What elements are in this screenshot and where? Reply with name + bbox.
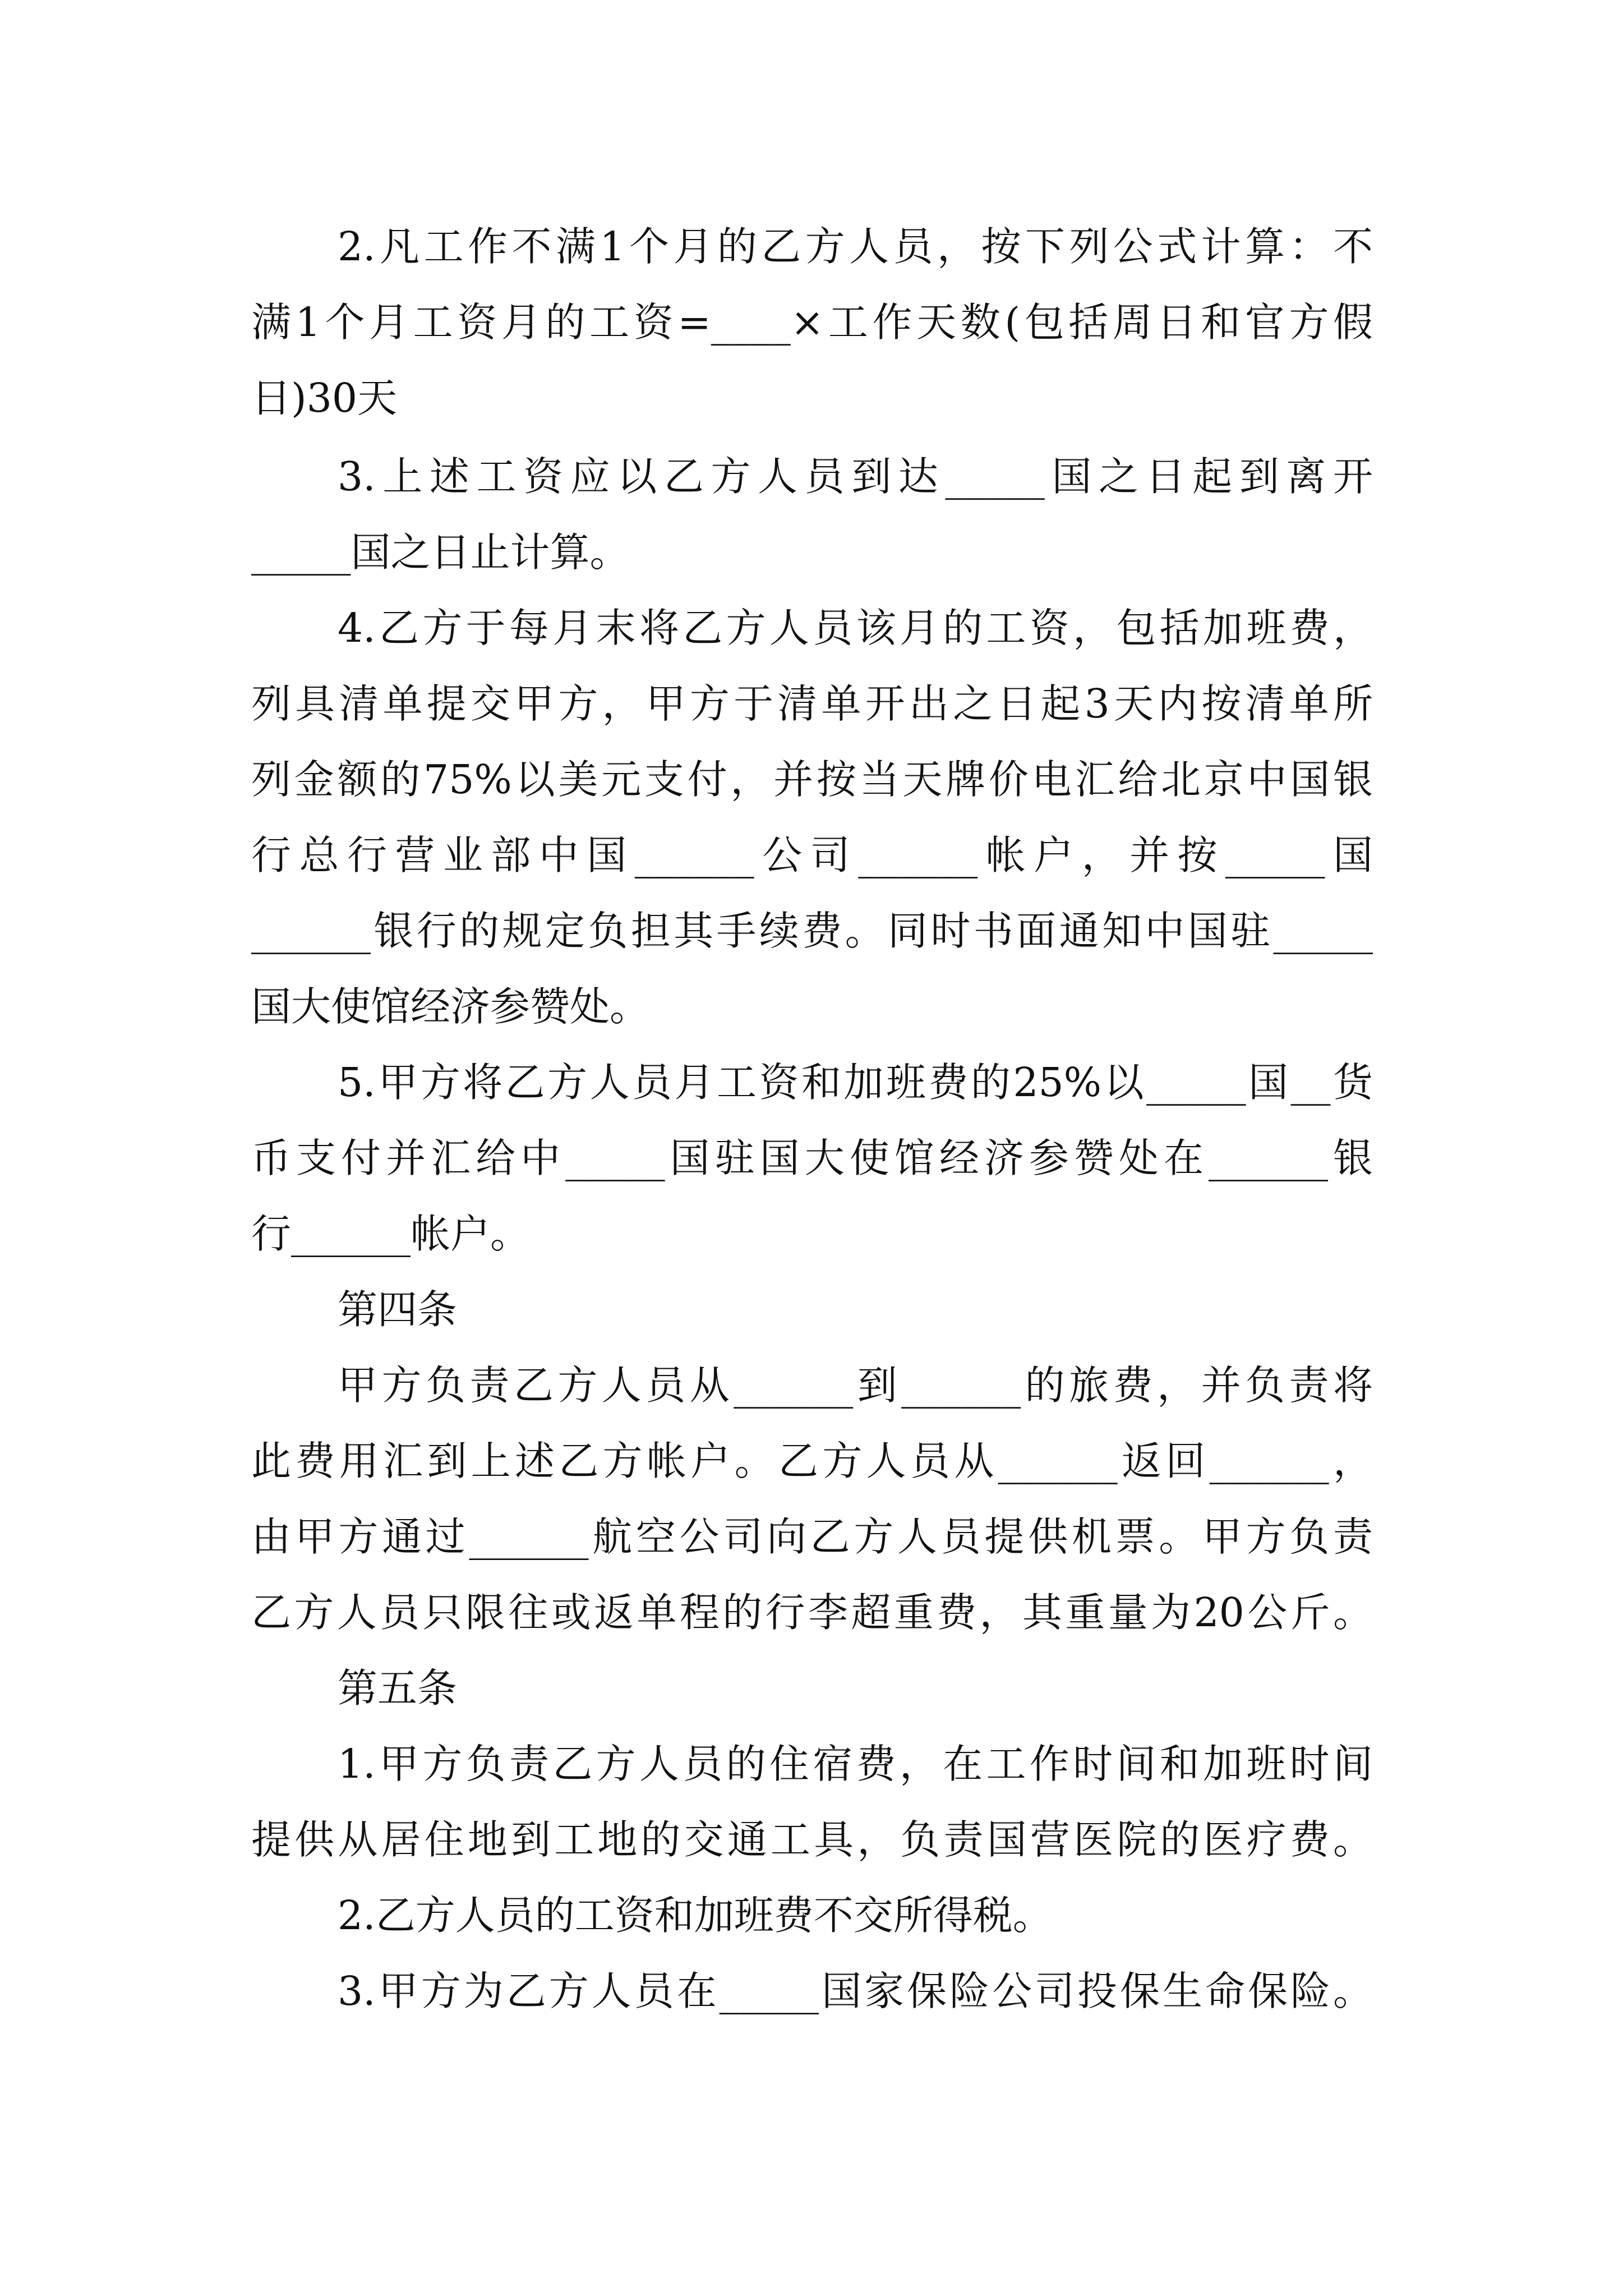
paragraph-2-line-3: 日)30天 [251,375,398,421]
article-4-heading: 第四条 [338,1286,458,1333]
article-4-line-2: 此费用汇到上述乙方帐户。乙方人员从______返回______， [251,1438,1373,1484]
paragraph-4-line-2: 列具清单提交甲方，甲方于清单开出之日起3天内按清单所 [251,680,1373,727]
paragraph-4-line-1: 4.乙方于每月末将乙方人员该月的工资，包括加班费， [338,605,1373,651]
paragraph-4-line-5: ______银行的规定负担其手续费。同时书面通知中国驻_____ [251,908,1373,954]
paragraph-5-line-1: 5.甲方将乙方人员月工资和加班费的25%以_____国__货 [338,1059,1373,1106]
article-5-item-3: 3.甲方为乙方人员在_____国家保险公司投保生命保险。 [338,1968,1373,2014]
article-5-item-2: 2.乙方人员的工资和加班费不交所得税。 [338,1892,1053,1939]
article-5-item-1-line-1: 1.甲方负责乙方人员的住宿费，在工作时间和加班时间 [338,1741,1373,1787]
paragraph-3-line-1: 3.上述工资应以乙方人员到达_____国之日起到离开 [338,453,1373,500]
paragraph-2-line-1: 2.凡工作不满1个月的乙方人员，按下列公式计算：不 [338,223,1373,270]
article-5-item-1-line-2: 提供从居住地到工地的交通工具，负责国营医院的医疗费。 [251,1816,1373,1863]
paragraph-4-line-6: 国大使馆经济参赞处。 [251,983,650,1030]
article-4-line-4: 乙方人员只限往或返单程的行李超重费，其重量为20公斤。 [251,1589,1373,1636]
paragraph-2-line-2: 满1个月工资月的工资=____×工作天数(包括周日和官方假 [251,299,1373,346]
paragraph-4-line-3: 列金额的75%以美元支付，并按当天牌价电汇给北京中国银 [251,756,1373,803]
article-4-line-3: 由甲方通过______航空公司向乙方人员提供机票。甲方负责 [251,1513,1373,1560]
paragraph-3-line-2: _____国之日止计算。 [251,529,630,576]
paragraph-5-line-3: 行______帐户。 [251,1211,531,1257]
paragraph-5-line-2: 币支付并汇给中_____国驻国大使馆经济参赞处在______银 [251,1135,1373,1181]
article-4-line-1: 甲方负责乙方人员从______到______的旅费，并负责将 [338,1362,1373,1409]
article-5-heading: 第五条 [338,1665,458,1711]
paragraph-4-line-4: 行总行营业部中国______公司______帐户，并按_____国 [251,832,1373,878]
